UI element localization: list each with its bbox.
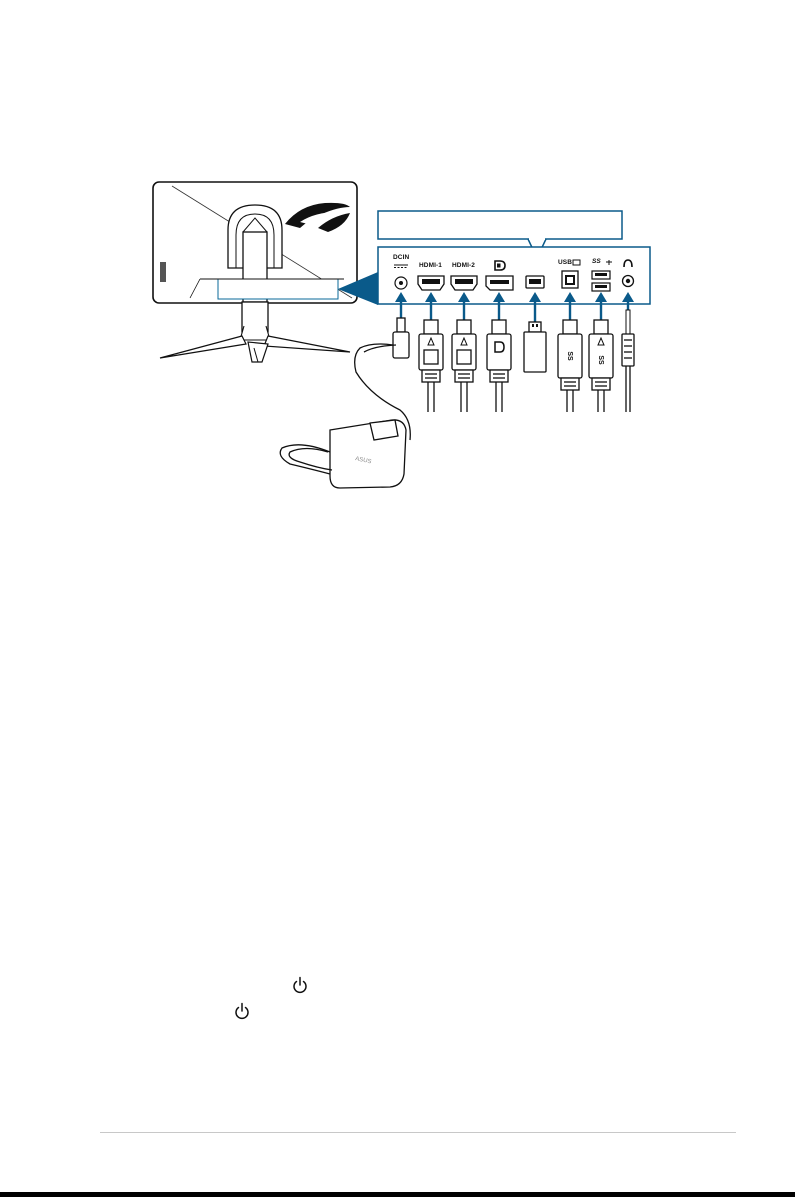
usb-upstream-cable (558, 320, 582, 412)
port-label-usb-downstream: SS (592, 258, 601, 265)
svg-text:SS: SS (597, 355, 604, 365)
port-panel (378, 247, 650, 304)
svg-text:SS: SS (566, 351, 573, 361)
port-label-dc-in: DCIN (393, 254, 410, 261)
audio-cable (622, 310, 634, 412)
hdmi-cable-1 (419, 320, 443, 412)
footer-rule (100, 1132, 736, 1133)
port-label-usb-upstream: USB (558, 259, 573, 266)
displayport-cable (487, 320, 511, 412)
power-adapter (280, 420, 406, 488)
power-icon (292, 976, 308, 994)
port-label-hdmi-2: HDMI-2 (452, 262, 475, 269)
usb-downstream-cable (589, 320, 613, 412)
monitor-rear-view (153, 182, 378, 362)
cables (280, 310, 634, 488)
power-icon (234, 1002, 250, 1020)
svg-text:ASUS: ASUS (354, 456, 372, 466)
port-label-hdmi-1: HDMI-1 (419, 262, 442, 269)
hdmi-cable-2 (452, 320, 476, 412)
connection-illustration (0, 0, 795, 500)
usb-dongle (524, 322, 546, 372)
bottom-edge (0, 1192, 795, 1197)
